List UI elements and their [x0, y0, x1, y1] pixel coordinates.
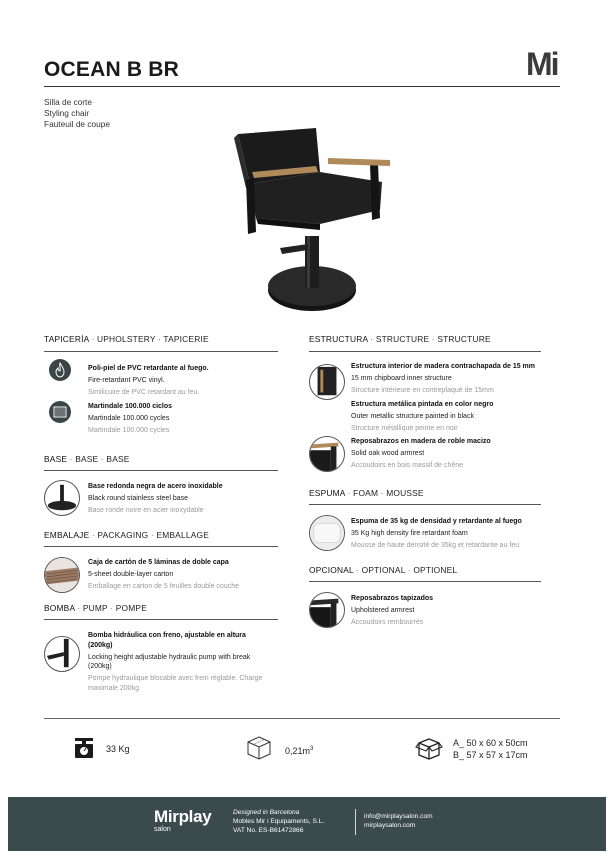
structure-outer-text: Estructura metálica pintada en color negro Outer metallic structure painted in black Structure métallique peinte en noir: [351, 401, 494, 432]
carton-icon: [44, 557, 80, 593]
structure-icon: [309, 364, 345, 400]
subtitle-en: Styling chair: [44, 107, 90, 118]
section-pump-title: BOMBA · PUMP · POMPE: [44, 603, 147, 613]
spec-dimension-a: A_ 50 x 60 x 50cm: [453, 738, 528, 748]
footer-brand-sub: salon: [154, 826, 171, 833]
spec-dimensions: [453, 737, 528, 761]
foam-icon: [309, 515, 345, 551]
header-divider: [44, 86, 560, 87]
section-divider: [44, 546, 278, 547]
section-divider: [309, 351, 541, 352]
footer-company: Mobles Mir i Equipaments, S.L.: [233, 818, 325, 826]
section-foam-title: ESPUMA · FOAM · MOUSSE: [309, 488, 424, 498]
spec-volume: $0,21m^3$: [285, 746, 314, 756]
optional-text: Reposabrazos tapizados Upholstered armrest Accoudoirs rembourrés: [351, 595, 434, 626]
upholstery-fire-text: Poli-piel de PVC retardante al fuego. Fire-retardant PVC vinyl. Similicuire de PVC retardant au feu.: [88, 365, 209, 396]
fire-retardant-icon: [49, 359, 71, 381]
base-icon: [44, 480, 80, 516]
structure-inner-text: Estructura interior de madera contrachapada de 15 mm 15 mm chipboard inner structure Structure intérieure en contreplaqué de 15mm: [351, 363, 536, 394]
section-base-title: BASE · BASE · BASE: [44, 454, 130, 464]
pump-text: Bomba hidráulica con freno, ajustable en altura (200kg) Locking height adjustable hydraulic pump with break (200kg) Pompe hydraulique blocable avec frein réglable. Charge maximale 200kg: [88, 632, 263, 692]
subtitle-fr: Fauteuil de coupe: [44, 118, 110, 129]
package-box-icon: [415, 735, 443, 761]
base-text: Base redonda negra de acero inoxidable Black round stainless steel base Base ronde noire en acier inoxydable: [88, 483, 223, 514]
scale-weight-icon: [72, 736, 96, 760]
specs-divider: [44, 718, 560, 719]
footer-vat: VAT No. ES-B61472866: [233, 827, 304, 835]
section-divider: [44, 470, 278, 471]
subtitle-es: Silla de corte: [44, 97, 92, 107]
footer-divider: [355, 809, 356, 835]
upholstered-armrest-icon: [309, 592, 345, 628]
upholstery-martindale-text: Martindale 100.000 ciclos Martindale 100.000 cycles Martindale 100.000 cycles: [88, 403, 173, 434]
section-divider: [309, 581, 541, 582]
footer-designed: Designed in Barcelona: [233, 809, 300, 816]
brand-logo: Mi: [526, 46, 558, 82]
pump-icon: [44, 636, 80, 672]
section-divider: [309, 504, 541, 505]
section-upholstery-title: TAPICERÍA · UPHOLSTERY · TAPICERIE: [44, 334, 209, 344]
armrest-wood-icon: [309, 436, 345, 472]
spec-dimension-b: B_ 57 x 57 x 17cm: [453, 750, 528, 760]
section-divider: [44, 619, 278, 620]
cube-volume-icon: [246, 735, 272, 761]
footer-bar: [8, 797, 606, 851]
martindale-icon: [49, 401, 71, 423]
product-subtitle: [44, 97, 110, 129]
section-structure-title: ESTRUCTURA · STRUCTURE · STRUCTURE: [309, 334, 491, 344]
section-divider: [44, 351, 278, 352]
footer-email-link[interactable]: info@mirplaysalon.com: [364, 813, 433, 820]
footer-web-link[interactable]: mirplaysalon.com: [364, 822, 416, 830]
foam-text: Espuma de 35 kg de densidad y retardante al fuego 35 Kg high density fire retardant foam Mousse de haute densité de 35kg et retardante au feu: [351, 518, 522, 549]
footer-company-info: [233, 808, 324, 836]
product-title: OCEAN B BR: [44, 58, 180, 81]
product-image: [220, 126, 400, 316]
footer-brand: Mirplay: [154, 807, 212, 826]
packaging-text: Caja de cartón de 5 láminas de doble capa 5-sheet double-layer carton Emballage en carton de 5 feuilles double couche: [88, 559, 239, 590]
section-packaging-title: EMBALAJE · PACKAGING · EMBALLAGE: [44, 530, 209, 540]
spec-weight: 33 Kg: [106, 744, 130, 754]
section-optional-title: OPCIONAL · OPTIONAL · OPTIONEL: [309, 565, 458, 575]
footer-contact: [364, 812, 433, 830]
structure-armrest-text: Reposabrazos en madera de roble macizo Solid oak wood armrest Accoudoirs en bois massif de chêne: [351, 438, 491, 469]
